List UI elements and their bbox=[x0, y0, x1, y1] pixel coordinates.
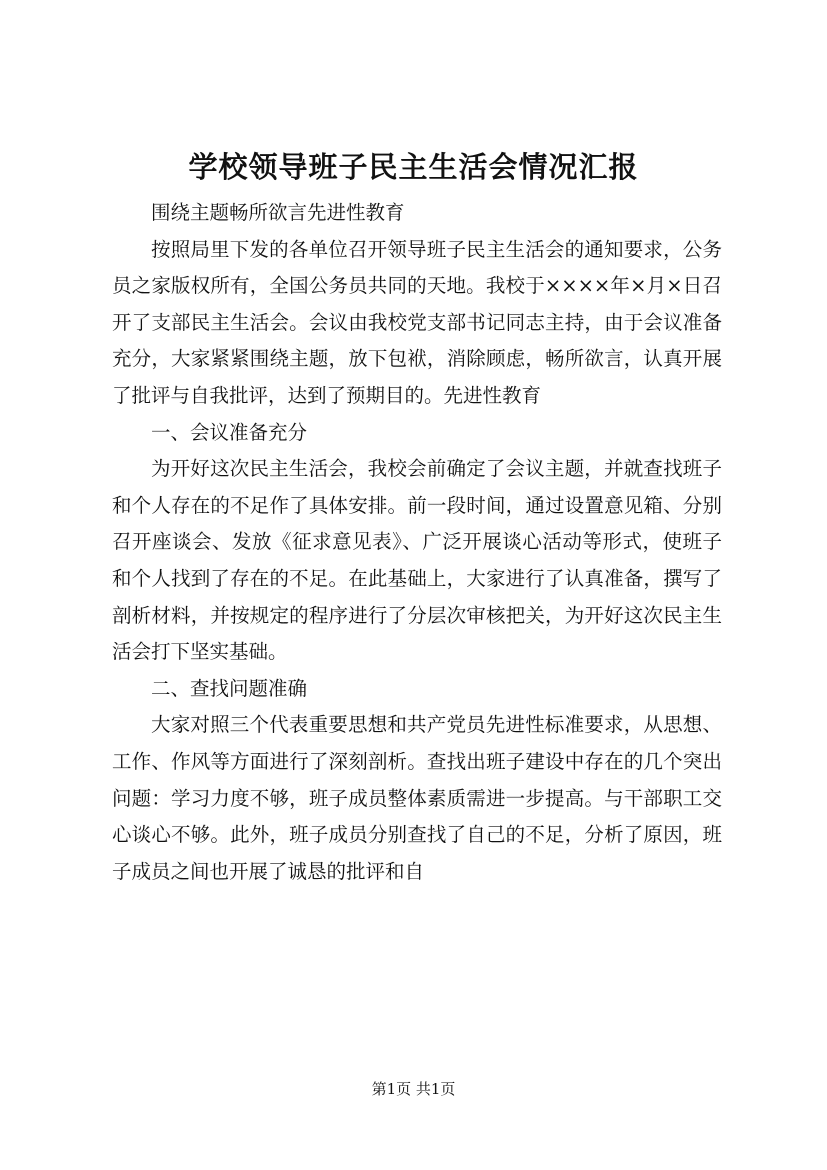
paragraph-problems: 大家对照三个代表重要思想和共产党员先进性标准要求，从思想、工作、作风等方面进行了深刻剖析。查找出班子建设中存在的几个突出问题：学习力度不够，班子成员整体素质需进一步提高。与干部职工交心谈心不够。此外，班子成员分别查找了自己的不足，分析了原因，班子成员之间也开展了诚恳的批评和自 bbox=[112, 713, 722, 883]
paragraph-preparation: 为开好这次民主生活会，我校会前确定了会议主题，并就查找班子和个人存在的不足作了具体安排。前一段时间，通过设置意见箱、分别召开座谈会、发放《征求意见表》、广泛开展谈心活动等形式，使班子和个人找到了存在的不足。在此基础上，大家进行了认真准备，撰写了剖析材料，并按规定的程序进行了分层次审核把关，为开好这次民主生活会打下坚实基础。 bbox=[112, 457, 722, 664]
page-footer: 第1页 共1页 bbox=[371, 1080, 456, 1098]
document-title: 学校领导班子民主生活会情况汇报 bbox=[188, 150, 639, 184]
paragraph-meeting-summary: 按照局里下发的各单位召开领导班子民主生活会的通知要求，公务员之家版权所有，全国公务员共同的天地。我校于××××年×月×日召开了支部民主生活会。会议由我校党支部书记同志主持，由于会议准备充分，大家紧紧围绕主题，放下包袱，消除顾虑，畅所欲言，认真开展了批评与自我批评，达到了预期目的。先进性教育 bbox=[112, 237, 722, 407]
document-body bbox=[112, 195, 722, 890]
section-heading-problems: 二、查找问题准确 bbox=[151, 676, 308, 700]
section-heading-preparation: 一、会议准备充分 bbox=[151, 420, 308, 444]
paragraph-intro-heading: 围绕主题畅所欲言先进性教育 bbox=[151, 201, 405, 224]
